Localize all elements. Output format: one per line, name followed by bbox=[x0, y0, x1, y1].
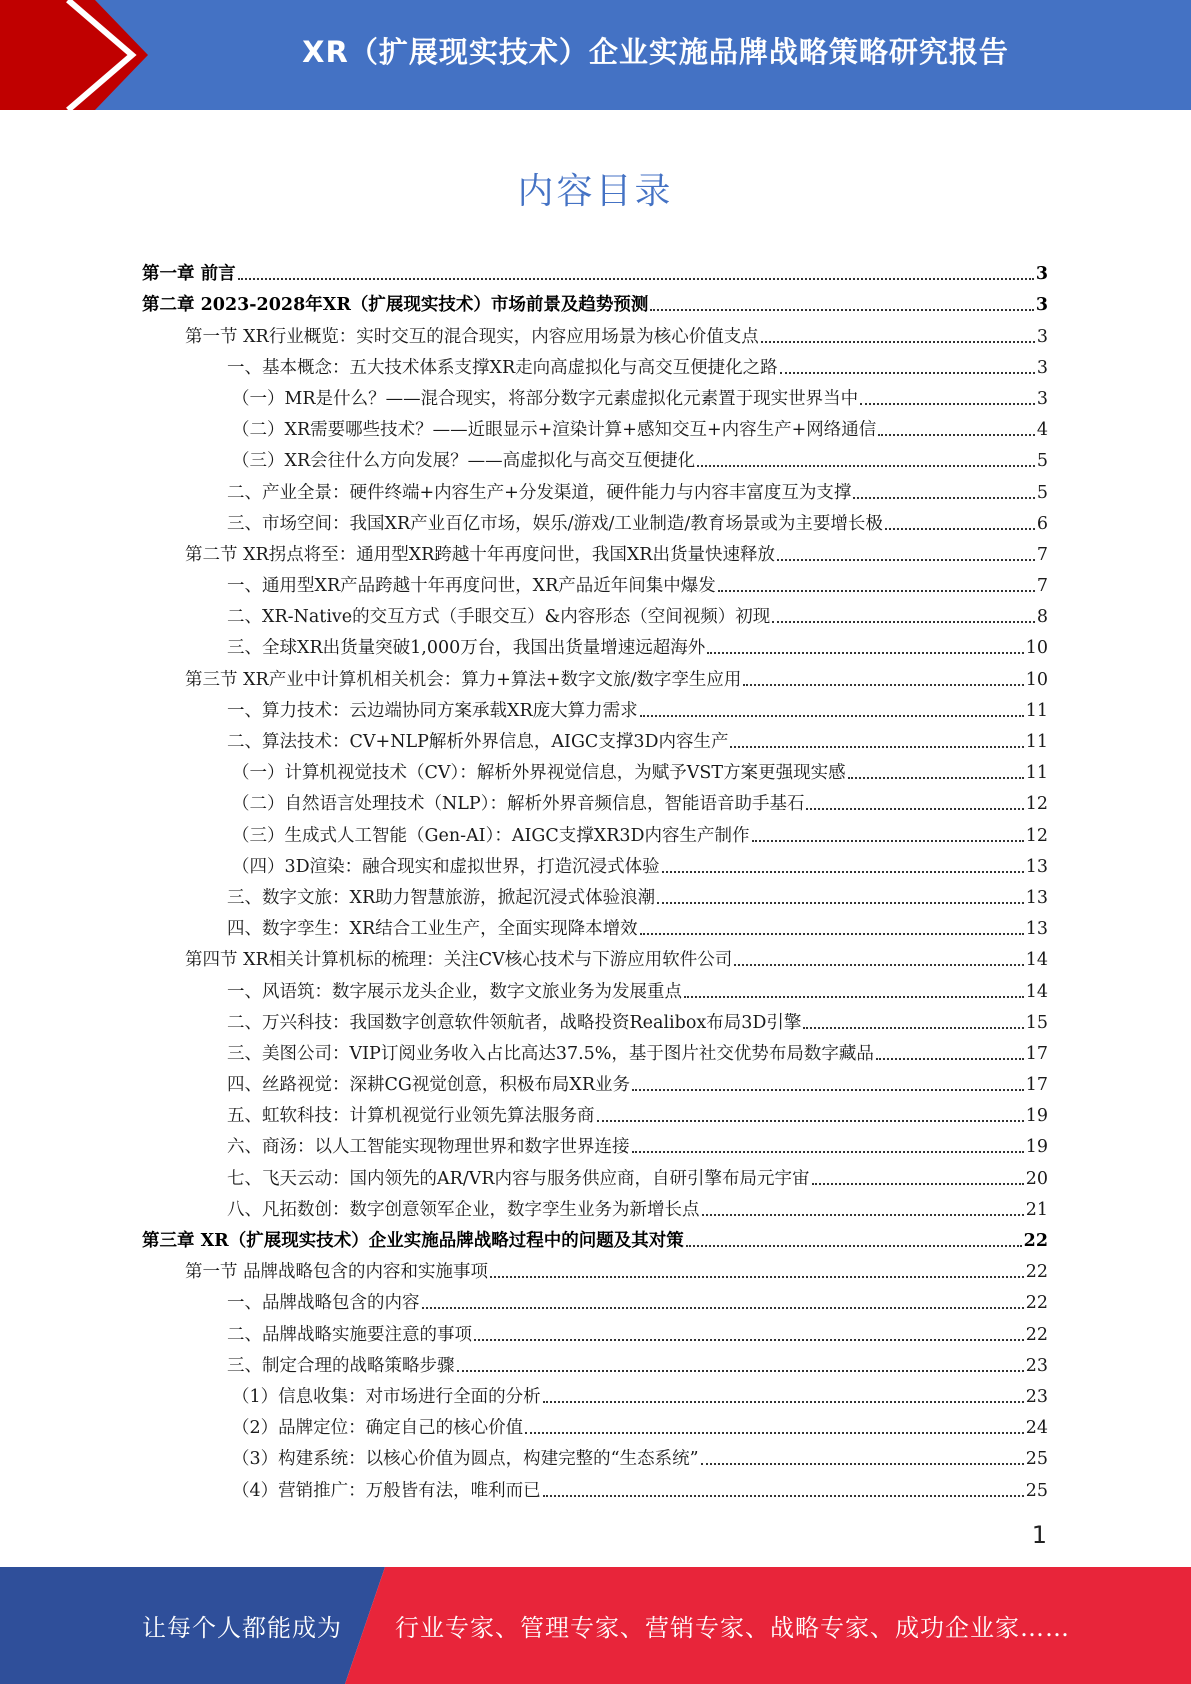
toc-entry-title: （二）自然语言处理技术（NLP）：解析外界音频信息，智能语音助手基石 bbox=[232, 794, 805, 815]
toc-dot-leader bbox=[772, 621, 1035, 623]
toc-entry-title: （四）3D渲染：融合现实和虚拟世界，打造沉浸式体验 bbox=[232, 856, 660, 877]
toc-entry-title: 一、风语筑：数字展示龙头企业，数字文旅业务为发展重点 bbox=[227, 981, 682, 1002]
toc-entry[interactable] bbox=[142, 1065, 1048, 1096]
toc-dot-leader bbox=[238, 278, 1034, 280]
toc-entry-title: 一、基本概念：五大技术体系支撑XR走向高虚拟化与高交互便捷化之路 bbox=[227, 357, 778, 378]
toc-entry-title: 第二章 2023-2028年XR（扩展现实技术）市场前景及趋势预测 bbox=[142, 295, 649, 316]
toc-entry-title: 七、飞天云动：国内领先的AR/VR内容与服务供应商，自研引擎布局元宇宙 bbox=[227, 1168, 810, 1189]
page-number: 1 bbox=[1031, 1521, 1047, 1549]
toc-entry-title: 二、产业全景：硬件终端+内容生产+分发渠道，硬件能力与内容丰富度互为支撑 bbox=[227, 482, 852, 503]
toc-entry-title: （2）品牌定位：确定自己的核心价值 bbox=[232, 1418, 524, 1439]
toc-entry[interactable] bbox=[142, 254, 1048, 285]
toc-entry-title: 四、丝路视觉：深耕CG视觉创意，积极布局XR业务 bbox=[227, 1075, 631, 1096]
toc-entry-title: 第四节 XR相关计算机标的梳理：关注CV核心技术与下游应用软件公司 bbox=[185, 950, 733, 971]
toc-entry-page: 19 bbox=[1025, 1106, 1048, 1127]
toc-entry-page: 3 bbox=[1036, 357, 1048, 378]
report-title: XR（扩展现实技术）企业实施品牌战略策略研究报告 bbox=[302, 34, 1009, 69]
toc-entry-page: 19 bbox=[1025, 1137, 1048, 1158]
toc-entry-page: 8 bbox=[1036, 607, 1048, 628]
toc-entry-title: 第一节 XR行业概览：实时交互的混合现实，内容应用场景为核心价值支点 bbox=[185, 326, 759, 347]
toc-entry-title: 第三章 XR（扩展现实技术）企业实施品牌战略过程中的问题及其对策 bbox=[142, 1231, 684, 1251]
toc-entry[interactable] bbox=[142, 1314, 1048, 1345]
toc-entry[interactable] bbox=[142, 535, 1048, 566]
toc-entry-title: （3）构建系统：以核心价值为圆点，构建完整的“生态系统” bbox=[232, 1449, 699, 1470]
toc-entry[interactable] bbox=[142, 847, 1048, 878]
toc-entry[interactable] bbox=[142, 971, 1048, 1002]
toc-entry[interactable] bbox=[142, 1003, 1048, 1034]
toc-entry-page: 10 bbox=[1025, 669, 1048, 690]
toc-entry-page: 3 bbox=[1036, 388, 1048, 409]
toc-dot-leader bbox=[657, 902, 1024, 904]
toc-entry-title: （三）XR会往什么方向发展？——高虚拟化与高交互便捷化 bbox=[232, 451, 696, 472]
toc-dot-leader bbox=[701, 1463, 1024, 1465]
toc-dot-leader bbox=[702, 1214, 1024, 1216]
toc-dot-leader bbox=[686, 1245, 1022, 1247]
toc-entry[interactable] bbox=[142, 628, 1048, 659]
toc-entry-title: 三、市场空间：我国XR产业百亿市场，娱乐/游戏/工业制造/教育场景或为主要增长极 bbox=[227, 513, 883, 534]
toc-entry[interactable] bbox=[142, 784, 1048, 815]
toc-dot-leader bbox=[662, 871, 1024, 873]
toc-entry-page: 12 bbox=[1025, 794, 1048, 815]
toc-dot-leader bbox=[597, 1120, 1024, 1122]
toc-entry-page: 22 bbox=[1025, 1262, 1048, 1283]
toc-heading: 内容目录 bbox=[517, 171, 674, 212]
toc-dot-leader bbox=[812, 1183, 1024, 1185]
toc-entry-title: 二、算法技术：CV+NLP解析外界信息，AIGC支撑3D内容生产 bbox=[227, 732, 729, 752]
toc-entry-page: 22 bbox=[1023, 1231, 1048, 1251]
toc-entry[interactable] bbox=[142, 940, 1048, 971]
toc-entry-page: 20 bbox=[1025, 1168, 1048, 1189]
toc-entry-page: 5 bbox=[1036, 482, 1048, 503]
toc-dot-leader bbox=[860, 403, 1035, 405]
toc-entry-page: 25 bbox=[1025, 1449, 1048, 1470]
toc-dot-leader bbox=[743, 684, 1023, 686]
toc-entry-page: 12 bbox=[1025, 825, 1048, 846]
toc-entry[interactable] bbox=[142, 285, 1048, 316]
toc-entry-title: 三、美图公司：VIP订阅业务收入占比高达37.5%，基于图片社交优势布局数字藏品 bbox=[227, 1043, 874, 1064]
toc-entry[interactable] bbox=[142, 909, 1048, 940]
toc-dot-leader bbox=[780, 372, 1035, 374]
toc-entry-page: 6 bbox=[1036, 513, 1048, 534]
toc-entry-title: （二）XR需要哪些技术？——近眼显示+渲染计算+感知交互+内容生产+网络通信 bbox=[232, 420, 877, 441]
toc-entry[interactable] bbox=[142, 441, 1048, 472]
toc-entry-page: 3 bbox=[1035, 295, 1048, 316]
toc-entry[interactable] bbox=[142, 1408, 1048, 1439]
toc-entry-title: 五、虹软科技：计算机视觉行业领先算法服务商 bbox=[227, 1106, 595, 1127]
toc-dot-leader bbox=[640, 715, 1024, 717]
toc-entry-page: 24 bbox=[1025, 1418, 1048, 1439]
toc-entry-page: 17 bbox=[1025, 1075, 1048, 1096]
red-arrow-logo bbox=[0, 0, 150, 110]
toc-entry[interactable] bbox=[142, 1096, 1048, 1127]
toc-entry-title: 一、算力技术：云边端协同方案承载XR庞大算力需求 bbox=[227, 700, 638, 721]
toc-entry[interactable] bbox=[142, 472, 1048, 503]
toc-dot-leader bbox=[422, 1307, 1024, 1309]
toc-dot-leader bbox=[543, 1401, 1024, 1403]
header-banner bbox=[0, 0, 1191, 110]
toc-entry[interactable] bbox=[142, 1190, 1048, 1221]
toc-entry-title: 二、品牌战略实施要注意的事项 bbox=[227, 1324, 472, 1345]
toc-entry[interactable] bbox=[142, 1034, 1048, 1065]
toc-dot-leader bbox=[803, 1027, 1023, 1029]
toc-entry-title: 第三节 XR产业中计算机相关机会：算力+算法+数字文旅/数字孪生应用 bbox=[185, 669, 742, 690]
toc-dot-leader bbox=[525, 1432, 1024, 1434]
toc-dot-leader bbox=[734, 964, 1023, 966]
toc-entry-title: （1）信息收集：对市场进行全面的分析 bbox=[232, 1386, 541, 1407]
toc-dot-leader bbox=[707, 652, 1023, 654]
toc-entry-title: 一、品牌战略包含的内容 bbox=[227, 1293, 420, 1314]
toc-entry-page: 14 bbox=[1025, 981, 1048, 1002]
toc-entry-page: 15 bbox=[1025, 1012, 1048, 1033]
toc-dot-leader bbox=[777, 559, 1035, 561]
toc-dot-leader bbox=[885, 528, 1035, 530]
toc-entry-page: 7 bbox=[1036, 544, 1048, 565]
toc-entry[interactable] bbox=[142, 1252, 1048, 1283]
toc-entry-page: 13 bbox=[1025, 887, 1048, 908]
toc-entry-page: 11 bbox=[1025, 763, 1048, 784]
toc-entry-page: 5 bbox=[1036, 451, 1048, 472]
toc-entry-page: 11 bbox=[1025, 732, 1048, 752]
toc-dot-leader bbox=[650, 309, 1033, 311]
toc-dot-leader bbox=[474, 1339, 1024, 1341]
toc-entry-page: 3 bbox=[1036, 326, 1048, 347]
toc-dot-leader bbox=[752, 840, 1024, 842]
toc-entry[interactable] bbox=[142, 691, 1048, 722]
toc-dot-leader bbox=[853, 497, 1035, 499]
toc-dot-leader bbox=[730, 746, 1023, 748]
toc-entry[interactable] bbox=[142, 753, 1048, 784]
toc-entry[interactable] bbox=[142, 1346, 1048, 1377]
toc-dot-leader bbox=[457, 1370, 1024, 1372]
footer-banner bbox=[0, 1567, 1191, 1684]
toc-entry-page: 21 bbox=[1025, 1199, 1048, 1220]
toc-entry-page: 13 bbox=[1025, 856, 1048, 877]
toc-entry-page: 14 bbox=[1025, 950, 1048, 971]
toc-entry-title: 第一节 品牌战略包含的内容和实施事项 bbox=[185, 1262, 489, 1283]
toc-entry[interactable] bbox=[142, 1221, 1048, 1252]
toc-entry-page: 22 bbox=[1025, 1293, 1048, 1314]
toc-entry-title: 二、万兴科技：我国数字创意软件领航者，战略投资Realibox布局3D引擎 bbox=[227, 1012, 802, 1033]
toc-entry-page: 22 bbox=[1025, 1324, 1048, 1345]
toc-entry-title: 六、商汤：以人工智能实现物理世界和数字世界连接 bbox=[227, 1137, 630, 1158]
toc-entry-title: （4）营销推广：万般皆有法，唯利而已 bbox=[232, 1480, 541, 1501]
toc-entry-title: 第二节 XR拐点将至：通用型XR跨越十年再度问世，我国XR出货量快速释放 bbox=[185, 544, 775, 565]
toc-entry-page: 10 bbox=[1025, 638, 1048, 659]
toc-dot-leader bbox=[632, 1151, 1024, 1153]
toc-dot-leader bbox=[806, 808, 1023, 810]
toc-entry-page: 3 bbox=[1035, 264, 1048, 285]
toc-dot-leader bbox=[718, 590, 1035, 592]
toc-entry-page: 11 bbox=[1025, 700, 1048, 721]
toc-dot-leader bbox=[848, 777, 1024, 779]
toc-entry[interactable] bbox=[142, 1283, 1048, 1314]
toc-entry[interactable] bbox=[142, 659, 1048, 690]
toc-entry[interactable] bbox=[142, 597, 1048, 628]
toc-entry-title: 二、XR-Native的交互方式（手眼交互）&内容形态（空间视频）初现 bbox=[227, 607, 771, 628]
toc-entry-title: （三）生成式人工智能（Gen-AI）：AIGC支撑XR3D内容生产制作 bbox=[232, 825, 750, 846]
toc-entry-page: 13 bbox=[1025, 919, 1048, 940]
toc-dot-leader bbox=[761, 341, 1035, 343]
toc-entry-title: 四、数字孪生：XR结合工业生产，全面实现降本增效 bbox=[227, 919, 638, 940]
toc-entry-title: 第一章 前言 bbox=[142, 264, 236, 285]
toc-entry[interactable] bbox=[142, 722, 1048, 753]
toc-entry[interactable] bbox=[142, 1127, 1048, 1158]
toc-entry[interactable] bbox=[142, 504, 1048, 535]
toc-dot-leader bbox=[876, 1058, 1024, 1060]
toc-dot-leader bbox=[697, 465, 1035, 467]
toc-entry[interactable] bbox=[142, 410, 1048, 441]
toc-entry-page: 23 bbox=[1025, 1386, 1048, 1407]
toc-entry-title: （一）计算机视觉技术（CV）：解析外界视觉信息，为赋予VST方案更强现实感 bbox=[232, 763, 846, 784]
toc-entry-page: 4 bbox=[1036, 420, 1048, 441]
toc-dot-leader bbox=[632, 1089, 1024, 1091]
toc-entry[interactable] bbox=[142, 566, 1048, 597]
toc-entry-title: 三、全球XR出货量突破1,000万台，我国出货量增速远超海外 bbox=[227, 638, 706, 659]
table-of-contents bbox=[142, 254, 1048, 1502]
toc-entry-page: 25 bbox=[1025, 1480, 1048, 1501]
toc-dot-leader bbox=[640, 933, 1024, 935]
toc-entry[interactable] bbox=[142, 379, 1048, 410]
footer-slogan-left: 让每个人都能成为 bbox=[142, 1614, 342, 1642]
toc-entry[interactable] bbox=[142, 348, 1048, 379]
toc-entry[interactable] bbox=[142, 1470, 1048, 1501]
toc-entry-title: 三、数字文旅：XR助力智慧旅游，掀起沉浸式体验浪潮 bbox=[227, 887, 656, 908]
toc-entry[interactable] bbox=[142, 1377, 1048, 1408]
toc-dot-leader bbox=[543, 1495, 1024, 1497]
footer-slogan-right: 行业专家、管理专家、营销专家、战略专家、成功企业家…… bbox=[395, 1614, 1070, 1642]
toc-entry[interactable] bbox=[142, 815, 1048, 846]
toc-dot-leader bbox=[878, 434, 1035, 436]
toc-entry-page: 23 bbox=[1025, 1355, 1048, 1376]
toc-entry-title: （一）MR是什么？——混合现实，将部分数字元素虚拟化元素置于现实世界当中 bbox=[232, 388, 859, 409]
toc-entry-title: 三、制定合理的战略策略步骤 bbox=[227, 1355, 455, 1376]
toc-entry-page: 17 bbox=[1025, 1043, 1048, 1064]
toc-entry[interactable] bbox=[142, 878, 1048, 909]
toc-entry[interactable] bbox=[142, 1158, 1048, 1189]
toc-entry[interactable] bbox=[142, 1439, 1048, 1470]
toc-dot-leader bbox=[490, 1276, 1024, 1278]
toc-entry-title: 八、凡拓数创：数字创意领军企业，数字孪生业务为新增长点 bbox=[227, 1199, 700, 1220]
toc-entry[interactable] bbox=[142, 316, 1048, 347]
toc-dot-leader bbox=[684, 996, 1024, 998]
toc-entry-title: 一、通用型XR产品跨越十年再度问世，XR产品近年间集中爆发 bbox=[227, 576, 716, 597]
toc-entry-page: 7 bbox=[1036, 576, 1048, 597]
